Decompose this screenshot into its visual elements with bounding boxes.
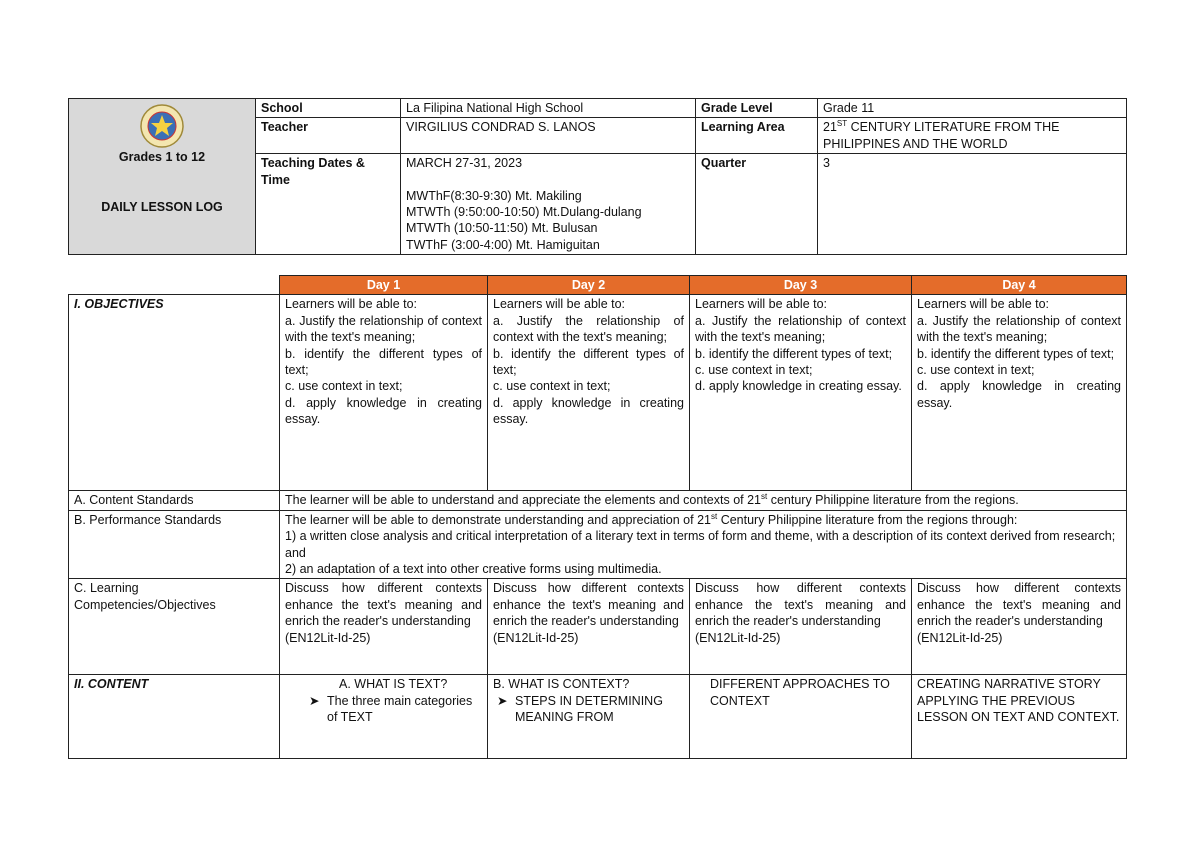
performance-standards-item: 2) an adaptation of a text into other creative forms using multimedia.: [285, 562, 662, 577]
list-item: [305, 693, 482, 726]
day-1-content-list: [285, 693, 482, 726]
content-standards-label: A. Content Standards: [69, 491, 280, 510]
performance-standards-label: B. Performance Standards: [69, 510, 280, 579]
school-label: School: [256, 99, 401, 118]
schedule-line: TWThF (3:00-4:00) Mt. Hamiguitan: [406, 237, 600, 252]
competency-code: (EN12Lit-Id-25): [285, 630, 371, 645]
objectives-label: I. OBJECTIVES: [69, 295, 280, 491]
objective-line: Learners will be able to:: [917, 297, 1050, 312]
competency-text: Discuss how different contexts enhance the text's meaning and enrich the reader's understanding: [695, 581, 906, 629]
objective-line: d. apply knowledge in creating essay.: [695, 379, 902, 394]
learning-area-label: Learning Area: [696, 118, 818, 154]
competency-text: Discuss how different contexts enhance the text's meaning and enrich the reader's understanding: [493, 581, 684, 629]
lesson-table: [68, 275, 1127, 759]
content-standards-post: century Philippine literature from the regions.: [767, 493, 1019, 508]
day-4-objectives: [912, 295, 1127, 491]
objective-line: a. Justify the relationship of context with the text's meaning;: [695, 313, 906, 345]
objective-line: Learners will be able to:: [285, 297, 418, 312]
teaching-dates: MARCH 27-31, 2023: [406, 156, 523, 171]
list-item-text: STEPS IN DETERMINING MEANING FROM: [515, 693, 663, 725]
grade-line: Grades 1 to 12: [118, 150, 206, 164]
day-4-content: CREATING NARRATIVE STORY APPLYING THE PREVIOUS LESSON ON TEXT AND CONTEXT.: [912, 675, 1127, 759]
schedule-line: MTWTh (9:50:00-10:50) Mt.Dulang-dulang: [406, 205, 642, 220]
content-standards-sup: st: [761, 492, 768, 502]
performance-standards-sup: st: [710, 511, 718, 521]
day-1-objectives: [280, 295, 488, 491]
day-2-header: Day 2: [488, 276, 690, 295]
day-1-content-title: A. WHAT IS TEXT?: [339, 677, 448, 692]
objective-line: c. use context in text;: [695, 363, 813, 378]
teacher-label: Teacher: [256, 118, 401, 154]
competency-text: Discuss how different contexts enhance the text's meaning and enrich the reader's understanding: [917, 581, 1121, 629]
deped-seal-icon: [139, 103, 185, 149]
objective-line: d. apply knowledge in creating essay.: [285, 395, 482, 427]
objective-line: d. apply knowledge in creating essay.: [493, 395, 684, 427]
teaching-dates-value: [401, 154, 696, 255]
teaching-dates-label: Teaching Dates & Time: [256, 154, 401, 255]
grade-level-value: Grade 11: [818, 99, 1127, 118]
performance-standards-pre: The learner will be able to demonstrate understanding and appreciation of 21: [285, 512, 711, 527]
objective-line: c. use context in text;: [285, 379, 403, 394]
day-4-header: Day 4: [912, 276, 1127, 295]
quarter-label: Quarter: [696, 154, 818, 255]
schedule-line: MTWTh (10:50-11:50) Mt. Bulusan: [406, 221, 598, 236]
day-2-content: [488, 675, 690, 759]
competency-code: (EN12Lit-Id-25): [493, 630, 579, 645]
performance-standards-item: 1) a written close analysis and critical interpretation of a literary text in terms of form and theme, with a description of its context derived from research; and: [285, 529, 1116, 560]
school-value: La Filipina National High School: [401, 99, 696, 118]
learning-area-pre: 21: [823, 120, 837, 135]
objective-line: Learners will be able to:: [695, 297, 828, 312]
performance-standards-intro: [285, 512, 1121, 528]
objective-line: b. identify the different types of text;: [493, 346, 684, 378]
quarter-value: 3: [818, 154, 1127, 255]
day-3-header: Day 3: [690, 276, 912, 295]
daily-lesson-log-title: DAILY LESSON LOG: [101, 200, 223, 215]
day-1-content: [280, 675, 488, 759]
objective-line: b. identify the different types of text;: [285, 346, 482, 378]
objective-line: c. use context in text;: [917, 363, 1035, 378]
header-logo-cell: [69, 99, 256, 255]
learning-area-sup: ST: [836, 119, 848, 129]
day-2-competency: [488, 579, 690, 675]
list-item: [493, 693, 684, 726]
day-1-competency: [280, 579, 488, 675]
objective-line: c. use context in text;: [493, 379, 611, 394]
arrow-bullet-icon: ➤: [497, 693, 508, 708]
schedule-line: MWThF(8:30-9:30) Mt. Makiling: [406, 188, 582, 203]
objective-line: b. identify the different types of text;: [695, 346, 893, 361]
day-1-header: Day 1: [280, 276, 488, 295]
competency-text: Discuss how different contexts enhance the text's meaning and enrich the reader's understanding: [285, 581, 482, 629]
day-3-competency: [690, 579, 912, 675]
objective-line: b. identify the different types of text;: [917, 346, 1115, 361]
learning-area-post: CENTURY LITERATURE FROM THE PHILIPPINES AND THE WORLD: [823, 120, 1060, 151]
competencies-label: C. Learning Competencies/Objectives: [69, 579, 280, 675]
competency-code: (EN12Lit-Id-25): [695, 630, 781, 645]
performance-standards-post: Century Philippine literature from the regions through:: [717, 512, 1018, 527]
day-3-objectives: [690, 295, 912, 491]
day-2-content-list: [493, 693, 684, 726]
list-item-text: The three main categories of TEXT: [327, 693, 473, 725]
arrow-bullet-icon: ➤: [309, 693, 320, 708]
objective-line: a. Justify the relationship of context with the text's meaning;: [493, 313, 684, 345]
content-standards-text: [280, 491, 1127, 510]
objective-line: a. Justify the relationship of context with the text's meaning;: [917, 313, 1121, 345]
learning-area-value: [818, 118, 1127, 154]
objective-line: a. Justify the relationship of context with the text's meaning;: [285, 313, 482, 345]
day-3-content: DIFFERENT APPROACHES TO CONTEXT: [690, 675, 912, 759]
objective-line: Learners will be able to:: [493, 297, 626, 312]
blank-header-cell: [69, 276, 280, 295]
content-standards-pre: The learner will be able to understand and appreciate the elements and contexts of 21: [285, 493, 762, 508]
content-label: II. CONTENT: [69, 675, 280, 759]
grade-level-label: Grade Level: [696, 99, 818, 118]
header-table: [68, 98, 1127, 255]
day-2-objectives: [488, 295, 690, 491]
day-4-competency: [912, 579, 1127, 675]
day-2-content-title: B. WHAT IS CONTEXT?: [493, 677, 630, 692]
teacher-value: VIRGILIUS CONDRAD S. LANOS: [401, 118, 696, 154]
performance-standards-text: [280, 510, 1127, 579]
objective-line: d. apply knowledge in creating essay.: [917, 379, 1121, 410]
competency-code: (EN12Lit-Id-25): [917, 630, 1003, 645]
